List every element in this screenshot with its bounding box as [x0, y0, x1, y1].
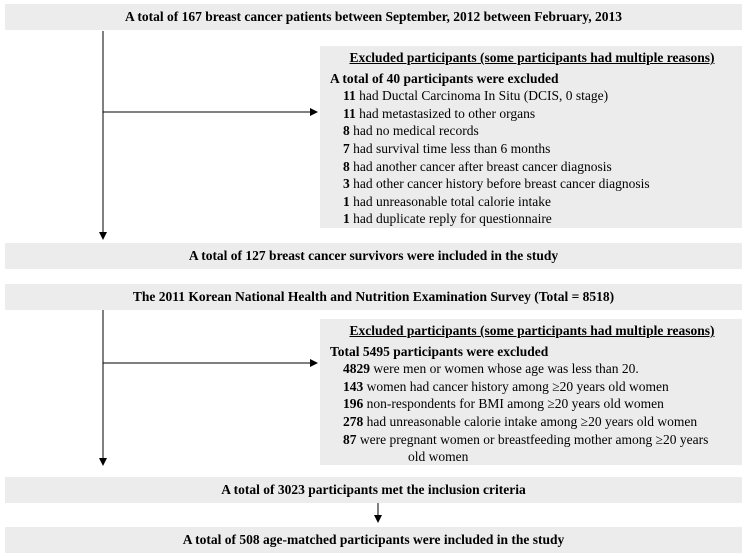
study2-excluded-summary: Total 5495 participants were excluded [330, 343, 549, 359]
reason-count: 143 [343, 378, 364, 394]
study2-excluded-title: Excluded participants (some participants had multiple reasons) [349, 323, 715, 338]
study2-inclusion-box [5, 477, 742, 503]
reason-count: 1 [343, 211, 350, 227]
reason-text: had metastasized to other organs [359, 105, 536, 121]
reason-count: 87 [343, 431, 357, 447]
reason-count: 4829 [343, 361, 370, 377]
reason-count: 7 [343, 140, 350, 156]
reason-text: had Ductal Carcinoma In Situ (DCIS, 0 stage) [359, 88, 609, 104]
reason-count: 11 [343, 88, 356, 104]
reason-text: had another cancer after breast cancer diagnosis [353, 158, 612, 174]
reason-text: non-respondents for BMI among ≥20 years old women [366, 396, 664, 412]
study2-reason [330, 413, 734, 431]
study2-reason [330, 360, 734, 378]
study1-reason [330, 193, 734, 211]
study1-result-text: A total of 127 breast cancer survivors were included in the study [188, 248, 559, 263]
reason-count: 8 [343, 158, 350, 174]
reason-count: 1 [343, 193, 350, 209]
reason-text: had other cancer history before breast cancer diagnosis [353, 176, 650, 192]
study2-inclusion-text: A total of 3023 participants met the inclusion criteria [221, 482, 526, 497]
reason-count: 11 [343, 105, 356, 121]
study1-excluded-summary: A total of 40 participants were excluded [330, 70, 559, 86]
reason-text: had duplicate reply for questionnaire [353, 211, 552, 227]
study2-start-box [5, 284, 742, 310]
study1-reason [330, 175, 734, 193]
reason-text: had survival time less than 6 months [353, 140, 551, 156]
study2-result-box [5, 527, 742, 553]
study1-reason [330, 87, 734, 105]
study1-start-box [5, 4, 742, 30]
reason-text: had no medical records [353, 123, 479, 139]
reason-text: had unreasonable total calorie intake [353, 193, 552, 209]
reason-text: women had cancer history among ≥20 years old women [366, 378, 669, 394]
study2-reason [330, 431, 734, 449]
study2-reason-continuation: old women [408, 449, 469, 465]
study2-reason [330, 378, 734, 396]
study1-reason [330, 105, 734, 123]
study1-reason [330, 140, 734, 158]
reason-count: 196 [343, 396, 364, 412]
reason-text: were men or women whose age was less than 20. [373, 361, 639, 377]
reason-text: had unreasonable calorie intake among ≥20 years old women [366, 413, 698, 429]
study1-reason [330, 158, 734, 176]
reason-count: 8 [343, 123, 350, 139]
study1-reason [330, 122, 734, 140]
reason-text: were pregnant women or breastfeeding mother among ≥20 years [359, 431, 709, 447]
reason-count: 278 [343, 413, 364, 429]
study1-excluded-box [320, 46, 742, 228]
study1-reason [330, 210, 734, 228]
study1-start-text: A total of 167 breast cancer patients between September, 2012 between February, 2013 [125, 9, 622, 24]
study1-excluded-title: Excluded participants (some participants had multiple reasons) [349, 50, 715, 65]
study2-start-text: The 2011 Korean National Health and Nutrition Examination Survey (Total = 8518) [132, 289, 615, 304]
study2-result-text: A total of 508 age-matched participants were included in the study [182, 532, 565, 547]
study2-reason [330, 395, 734, 413]
reason-count: 3 [343, 176, 350, 192]
study2-excluded-box [320, 319, 742, 465]
study1-result-box [5, 243, 742, 269]
